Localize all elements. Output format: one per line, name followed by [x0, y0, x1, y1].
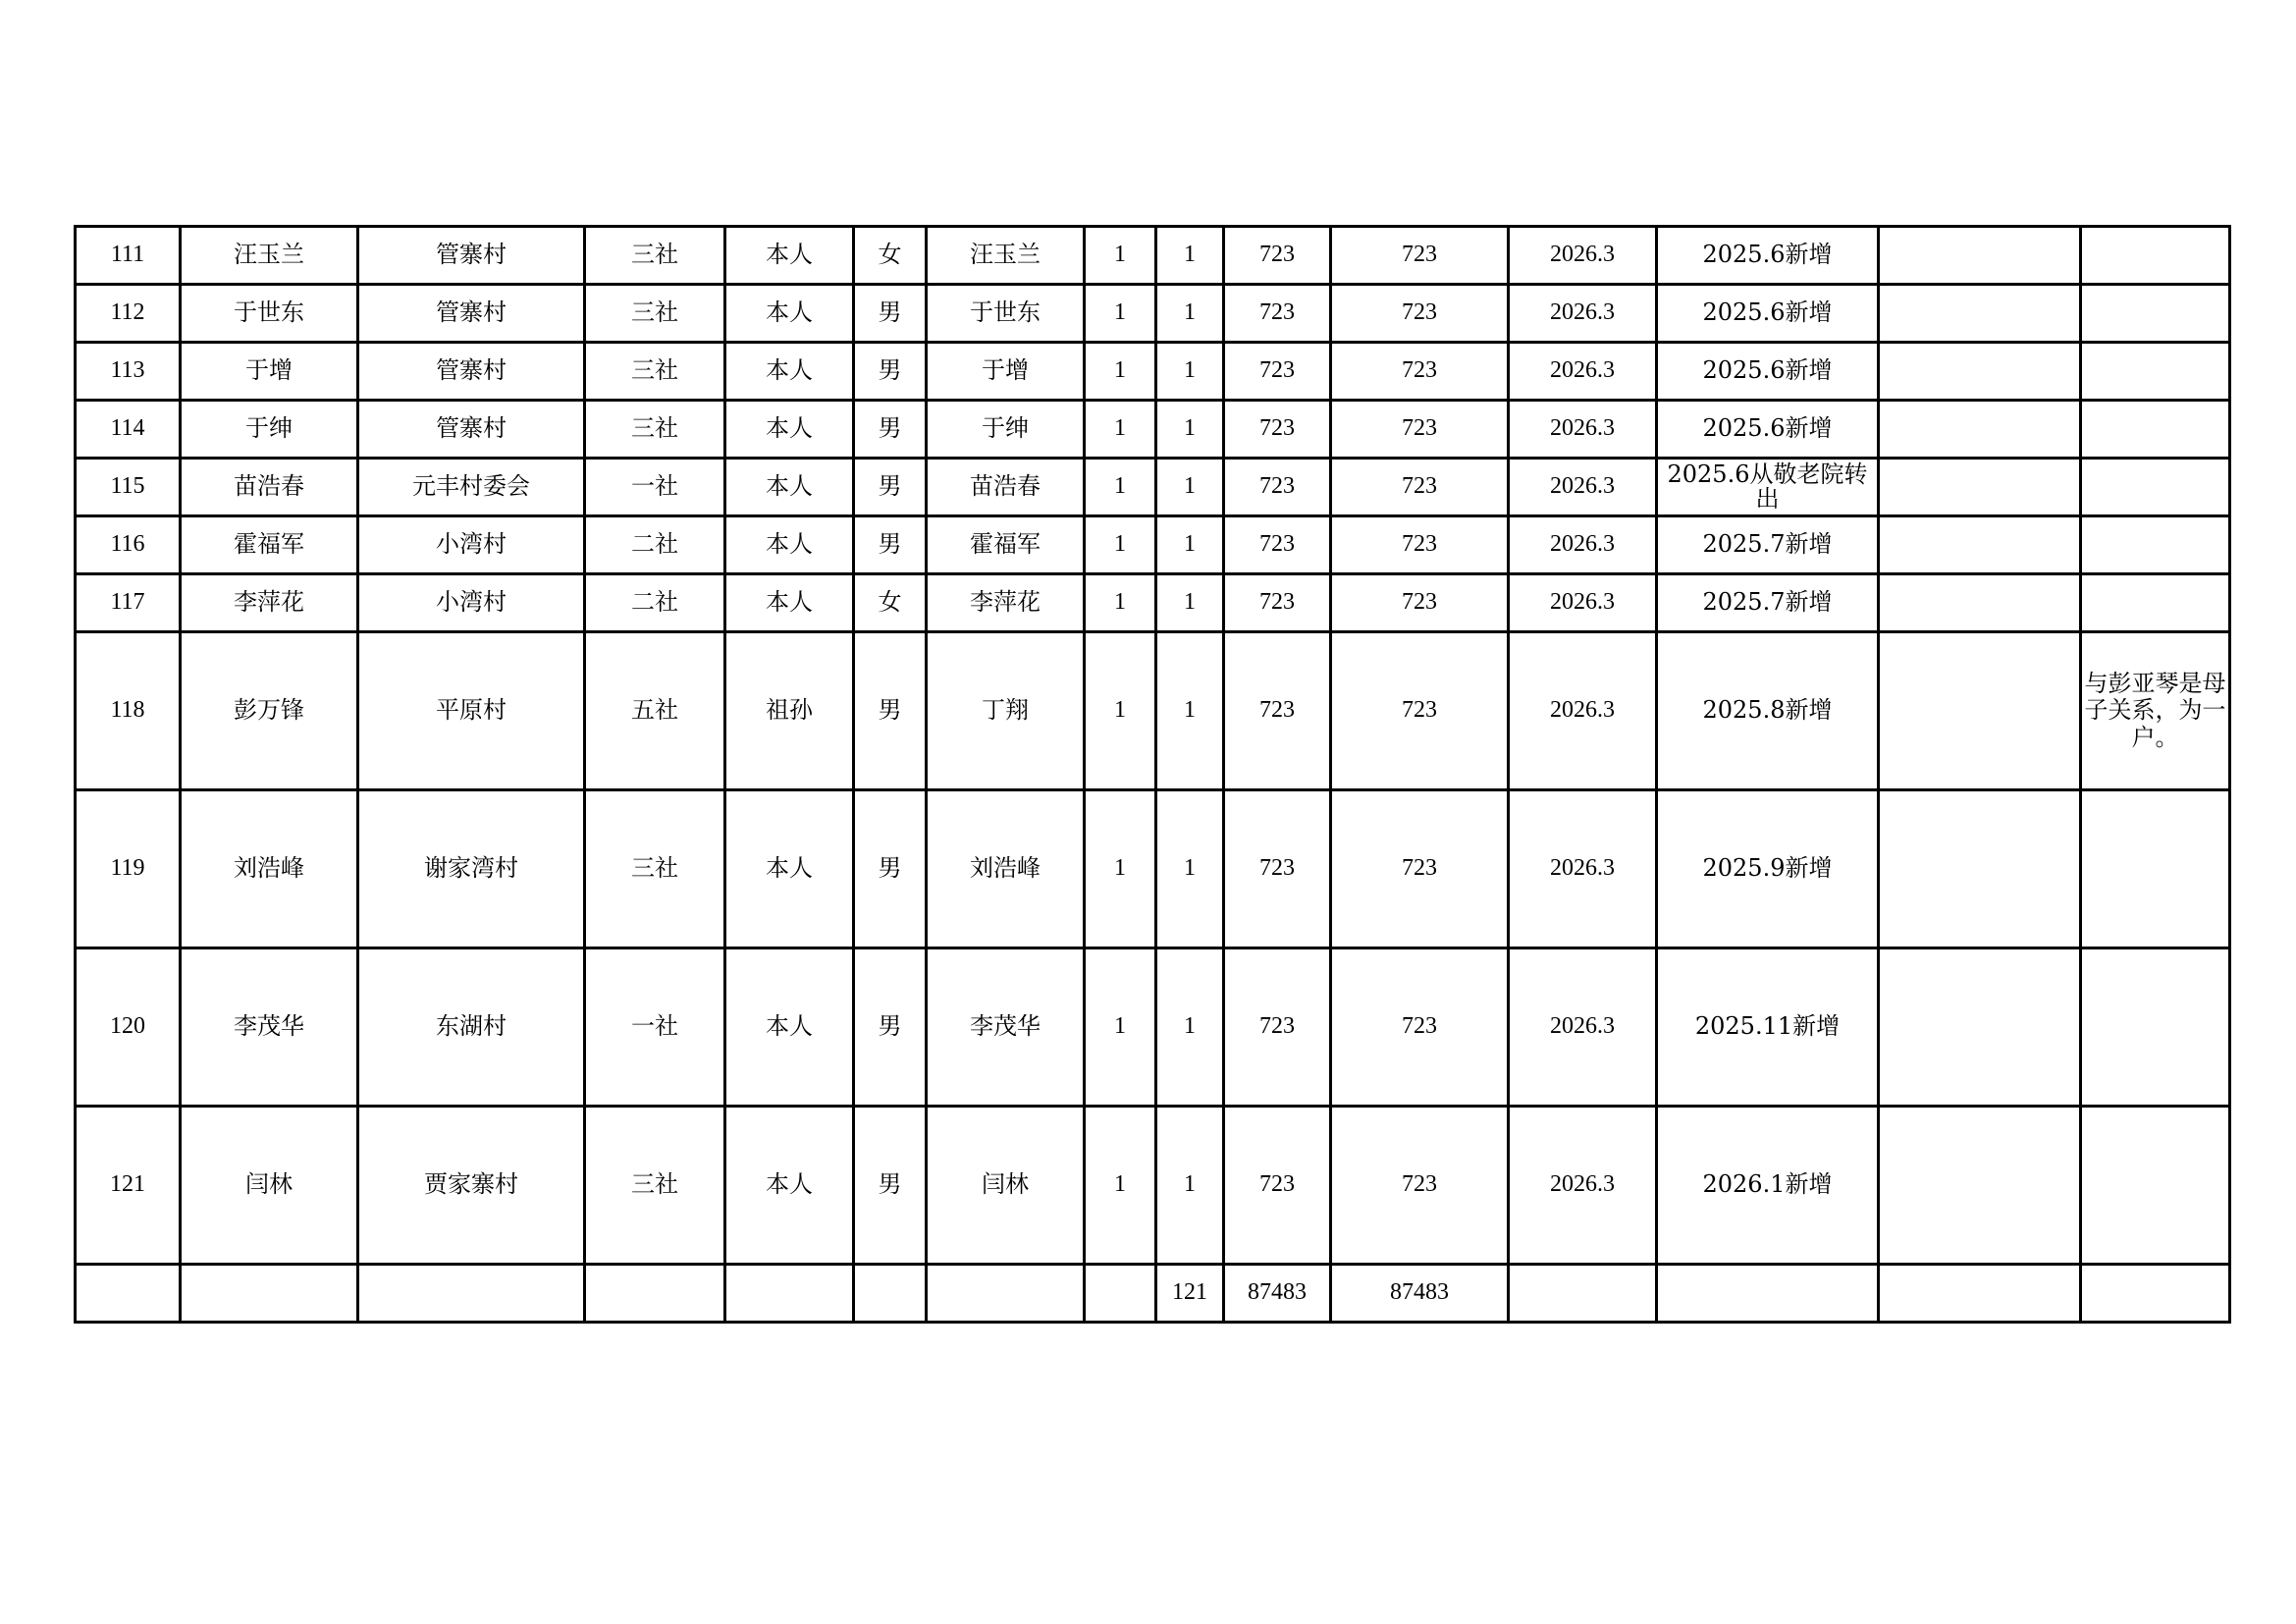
no-cell: 112 — [76, 285, 181, 343]
group-cell: 二社 — [585, 574, 725, 632]
relation-cell: 祖孙 — [725, 632, 854, 790]
total-cell: 723 — [1331, 1107, 1509, 1265]
empty-cell — [927, 1265, 1085, 1323]
group-cell: 三社 — [585, 790, 725, 948]
remark-cell: 2025.7新增 — [1657, 574, 1879, 632]
group-cell: 一社 — [585, 948, 725, 1107]
sex-cell: 男 — [854, 401, 927, 459]
table-row — [76, 401, 2230, 459]
total-cell: 723 — [1331, 790, 1509, 948]
households-cell: 1 — [1085, 1107, 1156, 1265]
note-cell — [2081, 516, 2230, 574]
relation-cell: 本人 — [725, 790, 854, 948]
households-cell: 1 — [1085, 632, 1156, 790]
total-cell: 723 — [1331, 343, 1509, 401]
relation-cell: 本人 — [725, 516, 854, 574]
name-cell: 于增 — [181, 343, 358, 401]
households-cell: 1 — [1085, 459, 1156, 516]
holder-cell: 霍福军 — [927, 516, 1085, 574]
table-body — [76, 227, 2230, 1265]
period-cell: 2026.3 — [1509, 790, 1657, 948]
remark-cell: 2025.6新增 — [1657, 343, 1879, 401]
households-cell: 1 — [1085, 401, 1156, 459]
households-cell: 1 — [1085, 574, 1156, 632]
name-cell: 霍福军 — [181, 516, 358, 574]
total-cell: 723 — [1331, 227, 1509, 285]
amount-cell: 723 — [1224, 574, 1331, 632]
no-cell: 117 — [76, 574, 181, 632]
no-cell: 120 — [76, 948, 181, 1107]
name-cell: 彭万锋 — [181, 632, 358, 790]
note-cell — [2081, 790, 2230, 948]
households-cell: 1 — [1085, 343, 1156, 401]
period-cell: 2026.3 — [1509, 1107, 1657, 1265]
group-cell: 一社 — [585, 459, 725, 516]
remark-cell: 2025.11新增 — [1657, 948, 1879, 1107]
table-row — [76, 790, 2230, 948]
amount-cell: 723 — [1224, 227, 1331, 285]
table-row — [76, 632, 2230, 790]
grand-total-cell: 87483 — [1331, 1265, 1509, 1323]
village-cell: 小湾村 — [358, 574, 585, 632]
total-cell: 723 — [1331, 516, 1509, 574]
holder-cell: 于增 — [927, 343, 1085, 401]
holder-cell: 于绅 — [927, 401, 1085, 459]
amount-cell: 723 — [1224, 285, 1331, 343]
amount-cell: 723 — [1224, 948, 1331, 1107]
total-cell: 723 — [1331, 948, 1509, 1107]
village-cell: 小湾村 — [358, 516, 585, 574]
remark-cell: 2025.6新增 — [1657, 401, 1879, 459]
no-cell: 111 — [76, 227, 181, 285]
relief-roster-table — [74, 225, 2231, 1324]
persons-cell: 1 — [1156, 459, 1224, 516]
remark-cell: 2025.9新增 — [1657, 790, 1879, 948]
no-cell: 115 — [76, 459, 181, 516]
village-cell: 管寨村 — [358, 401, 585, 459]
relation-cell: 本人 — [725, 285, 854, 343]
village-cell: 贾家寨村 — [358, 1107, 585, 1265]
holder-cell: 丁翔 — [927, 632, 1085, 790]
group-cell: 五社 — [585, 632, 725, 790]
empty-cell — [725, 1265, 854, 1323]
table-row — [76, 285, 2230, 343]
remark-cell: 2025.6新增 — [1657, 227, 1879, 285]
table-row — [76, 1107, 2230, 1265]
empty-cell — [76, 1265, 181, 1323]
blank-cell — [1879, 227, 2081, 285]
village-cell: 谢家湾村 — [358, 790, 585, 948]
table-row — [76, 948, 2230, 1107]
table-row — [76, 343, 2230, 401]
holder-cell: 苗浩春 — [927, 459, 1085, 516]
note-cell — [2081, 1107, 2230, 1265]
name-cell: 苗浩春 — [181, 459, 358, 516]
households-cell: 1 — [1085, 227, 1156, 285]
persons-cell: 1 — [1156, 632, 1224, 790]
amount-cell: 723 — [1224, 343, 1331, 401]
period-cell: 2026.3 — [1509, 574, 1657, 632]
blank-cell — [1879, 459, 2081, 516]
relation-cell: 本人 — [725, 459, 854, 516]
empty-cell — [585, 1265, 725, 1323]
name-cell: 于绅 — [181, 401, 358, 459]
persons-cell: 1 — [1156, 227, 1224, 285]
blank-cell — [1879, 574, 2081, 632]
amount-cell: 723 — [1224, 459, 1331, 516]
sex-cell: 男 — [854, 343, 927, 401]
total-cell: 723 — [1331, 632, 1509, 790]
note-cell — [2081, 401, 2230, 459]
table-row — [76, 516, 2230, 574]
table-row — [76, 574, 2230, 632]
period-cell: 2026.3 — [1509, 343, 1657, 401]
period-cell: 2026.3 — [1509, 401, 1657, 459]
amount-cell: 723 — [1224, 632, 1331, 790]
blank-cell — [1879, 285, 2081, 343]
no-cell: 119 — [76, 790, 181, 948]
village-cell: 管寨村 — [358, 227, 585, 285]
amount-cell: 723 — [1224, 790, 1331, 948]
period-cell: 2026.3 — [1509, 632, 1657, 790]
total-cell: 723 — [1331, 401, 1509, 459]
amount-cell: 723 — [1224, 401, 1331, 459]
blank-cell — [1879, 1107, 2081, 1265]
holder-cell: 闫林 — [927, 1107, 1085, 1265]
table-row — [76, 459, 2230, 516]
name-cell: 闫林 — [181, 1107, 358, 1265]
totals-row — [76, 1265, 2230, 1323]
empty-cell — [1509, 1265, 1657, 1323]
sex-cell: 男 — [854, 516, 927, 574]
name-cell: 于世东 — [181, 285, 358, 343]
blank-cell — [1879, 343, 2081, 401]
note-cell: 与彭亚琴是母子关系，为一户。 — [2081, 632, 2230, 790]
note-cell — [2081, 574, 2230, 632]
name-cell: 汪玉兰 — [181, 227, 358, 285]
relation-cell: 本人 — [725, 227, 854, 285]
persons-cell: 1 — [1156, 285, 1224, 343]
empty-cell — [1085, 1265, 1156, 1323]
total-cell: 723 — [1331, 459, 1509, 516]
name-cell: 刘浩峰 — [181, 790, 358, 948]
group-cell: 三社 — [585, 1107, 725, 1265]
note-cell — [2081, 285, 2230, 343]
sex-cell: 男 — [854, 285, 927, 343]
amount-cell: 723 — [1224, 516, 1331, 574]
group-cell: 三社 — [585, 343, 725, 401]
holder-cell: 李萍花 — [927, 574, 1085, 632]
sex-cell: 男 — [854, 459, 927, 516]
households-cell: 1 — [1085, 516, 1156, 574]
note-cell — [2081, 227, 2230, 285]
relation-cell: 本人 — [725, 1107, 854, 1265]
no-cell: 118 — [76, 632, 181, 790]
persons-cell: 1 — [1156, 401, 1224, 459]
sex-cell: 男 — [854, 632, 927, 790]
total-cell: 723 — [1331, 574, 1509, 632]
note-cell — [2081, 948, 2230, 1107]
table-row — [76, 227, 2230, 285]
holder-cell: 刘浩峰 — [927, 790, 1085, 948]
blank-cell — [1879, 790, 2081, 948]
relation-cell: 本人 — [725, 574, 854, 632]
persons-cell: 1 — [1156, 343, 1224, 401]
note-cell — [2081, 459, 2230, 516]
relation-cell: 本人 — [725, 401, 854, 459]
blank-cell — [1879, 948, 2081, 1107]
empty-cell — [358, 1265, 585, 1323]
sex-cell: 男 — [854, 790, 927, 948]
group-cell: 三社 — [585, 285, 725, 343]
group-cell: 三社 — [585, 401, 725, 459]
blank-cell — [1879, 632, 2081, 790]
village-cell: 元丰村委会 — [358, 459, 585, 516]
period-cell: 2026.3 — [1509, 227, 1657, 285]
empty-cell — [181, 1265, 358, 1323]
sex-cell: 男 — [854, 1107, 927, 1265]
table-footer — [76, 1265, 2230, 1323]
total-cell: 723 — [1331, 285, 1509, 343]
no-cell: 113 — [76, 343, 181, 401]
remark-cell: 2025.7新增 — [1657, 516, 1879, 574]
relation-cell: 本人 — [725, 948, 854, 1107]
period-cell: 2026.3 — [1509, 516, 1657, 574]
no-cell: 116 — [76, 516, 181, 574]
blank-cell — [1879, 516, 2081, 574]
no-cell: 121 — [76, 1107, 181, 1265]
sex-cell: 女 — [854, 574, 927, 632]
empty-cell — [1879, 1265, 2081, 1323]
holder-cell: 李茂华 — [927, 948, 1085, 1107]
name-cell: 李萍花 — [181, 574, 358, 632]
period-cell: 2026.3 — [1509, 948, 1657, 1107]
persons-cell: 1 — [1156, 790, 1224, 948]
relation-cell: 本人 — [725, 343, 854, 401]
empty-cell — [854, 1265, 927, 1323]
group-cell: 三社 — [585, 227, 725, 285]
persons-cell: 1 — [1156, 516, 1224, 574]
remark-cell: 2025.6新增 — [1657, 285, 1879, 343]
households-cell: 1 — [1085, 790, 1156, 948]
village-cell: 平原村 — [358, 632, 585, 790]
remark-cell: 2025.6从敬老院转出 — [1657, 459, 1879, 516]
persons-cell: 1 — [1156, 1107, 1224, 1265]
persons-cell: 1 — [1156, 948, 1224, 1107]
blank-cell — [1879, 401, 2081, 459]
empty-cell — [2081, 1265, 2230, 1323]
period-cell: 2026.3 — [1509, 285, 1657, 343]
sex-cell: 男 — [854, 948, 927, 1107]
sex-cell: 女 — [854, 227, 927, 285]
amount-cell: 723 — [1224, 1107, 1331, 1265]
persons-cell: 1 — [1156, 574, 1224, 632]
period-cell: 2026.3 — [1509, 459, 1657, 516]
village-cell: 管寨村 — [358, 343, 585, 401]
remark-cell: 2026.1新增 — [1657, 1107, 1879, 1265]
name-cell: 李茂华 — [181, 948, 358, 1107]
holder-cell: 于世东 — [927, 285, 1085, 343]
group-cell: 二社 — [585, 516, 725, 574]
remark-cell: 2025.8新增 — [1657, 632, 1879, 790]
holder-cell: 汪玉兰 — [927, 227, 1085, 285]
total-amount-cell: 87483 — [1224, 1265, 1331, 1323]
empty-cell — [1657, 1265, 1879, 1323]
village-cell: 管寨村 — [358, 285, 585, 343]
note-cell — [2081, 343, 2230, 401]
households-cell: 1 — [1085, 285, 1156, 343]
total-persons-cell: 121 — [1156, 1265, 1224, 1323]
village-cell: 东湖村 — [358, 948, 585, 1107]
no-cell: 114 — [76, 401, 181, 459]
households-cell: 1 — [1085, 948, 1156, 1107]
